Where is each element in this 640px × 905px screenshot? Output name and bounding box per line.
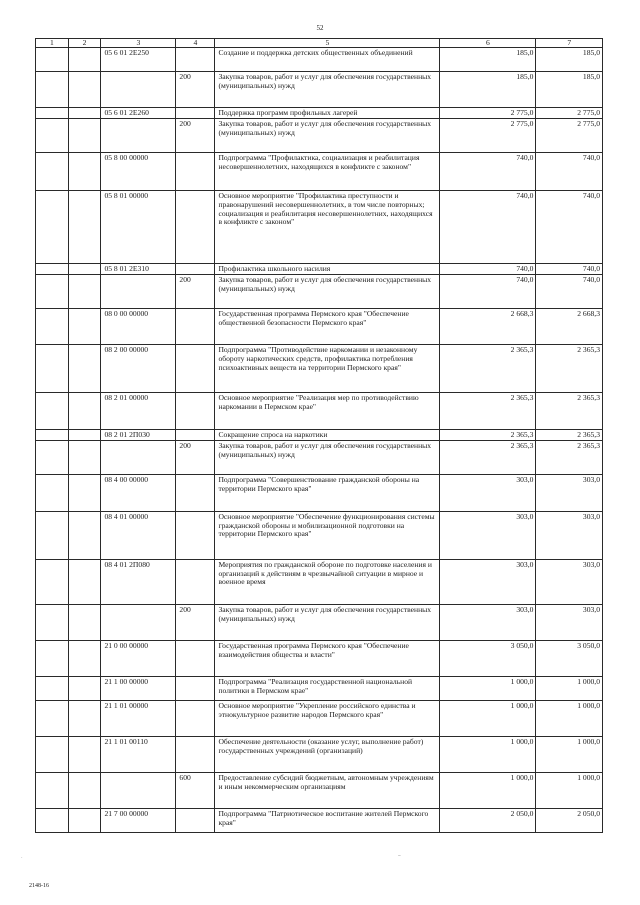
item-name-cell: Подпрограмма "Совершенствование гражданской обороны на территории Пермского края"	[215, 474, 440, 511]
expense-kind-cell	[176, 559, 215, 604]
expense-kind-cell	[176, 700, 215, 736]
target-code-cell: 21 1 00 00000	[101, 676, 176, 700]
table-row	[36, 676, 603, 700]
col-1-cell	[36, 474, 69, 511]
col-1-cell	[36, 72, 69, 108]
amount-col-7-cell: 185,0	[536, 72, 603, 108]
amount-col-7-cell: 185,0	[536, 48, 603, 72]
item-name-cell: Закупка товаров, работ и услуг для обеспечения государственных (муниципальных) нужд	[215, 119, 440, 153]
col-1-cell	[36, 511, 69, 559]
expense-kind-cell	[176, 430, 215, 441]
amount-col-6-cell: 1 000,0	[440, 700, 536, 736]
amount-col-7-cell: 303,0	[536, 559, 603, 604]
amount-col-7-cell: 740,0	[536, 191, 603, 264]
expense-kind-cell	[176, 676, 215, 700]
amount-col-7-cell: 1 000,0	[536, 700, 603, 736]
col-1-cell	[36, 275, 69, 309]
col-1-cell	[36, 604, 69, 640]
header-col-6: 6	[440, 39, 536, 48]
col-1-cell	[36, 153, 69, 191]
expense-kind-cell	[176, 808, 215, 832]
expense-kind-cell	[176, 108, 215, 119]
scan-speck: ~	[398, 854, 401, 859]
col-2-cell	[68, 676, 101, 700]
col-1-cell	[36, 393, 69, 430]
table-row	[36, 736, 603, 772]
table-row	[36, 559, 603, 604]
target-code-cell	[101, 72, 176, 108]
target-code-cell: 05 6 01 2Е250	[101, 48, 176, 72]
expense-kind-cell: 600	[176, 772, 215, 808]
col-2-cell	[68, 119, 101, 153]
amount-col-6-cell: 2 775,0	[440, 119, 536, 153]
col-2-cell	[68, 275, 101, 309]
col-1-cell	[36, 700, 69, 736]
col-2-cell	[68, 48, 101, 72]
target-code-cell	[101, 440, 176, 474]
item-name-cell: Мероприятия по гражданской обороне по подготовке населения и организаций к действиям в чрезвычайной ситуации в мирное и военное время	[215, 559, 440, 604]
target-code-cell: 21 0 00 00000	[101, 640, 176, 676]
col-2-cell	[68, 191, 101, 264]
col-2-cell	[68, 640, 101, 676]
amount-col-7-cell: 740,0	[536, 275, 603, 309]
col-1-cell	[36, 640, 69, 676]
amount-col-7-cell: 2 050,0	[536, 808, 603, 832]
amount-col-6-cell: 1 000,0	[440, 772, 536, 808]
item-name-cell: Основное мероприятие "Обеспечение функционирования системы гражданской обороны и мобилизационной подготовки на территории Пермского края"	[215, 511, 440, 559]
col-2-cell	[68, 440, 101, 474]
col-1-cell	[36, 48, 69, 72]
col-2-cell	[68, 736, 101, 772]
col-2-cell	[68, 153, 101, 191]
amount-col-7-cell: 303,0	[536, 474, 603, 511]
table-row	[36, 264, 603, 275]
expense-kind-cell	[176, 393, 215, 430]
item-name-cell: Подпрограмма "Противодействие наркомании и незаконному обороту наркотических средств, профилактика потребления психоактивных веществ на территории Пермского края"	[215, 345, 440, 393]
col-2-cell	[68, 559, 101, 604]
amount-col-6-cell: 185,0	[440, 72, 536, 108]
amount-col-7-cell: 2 668,3	[536, 309, 603, 345]
col-2-cell	[68, 309, 101, 345]
expense-kind-cell	[176, 309, 215, 345]
amount-col-7-cell: 1 000,0	[536, 736, 603, 772]
expense-kind-cell	[176, 640, 215, 676]
col-1-cell	[36, 191, 69, 264]
col-1-cell	[36, 808, 69, 832]
item-name-cell: Основное мероприятие "Реализация мер по противодействию наркомании в Пермском крае"	[215, 393, 440, 430]
expense-kind-cell	[176, 153, 215, 191]
target-code-cell: 21 1 01 00000	[101, 700, 176, 736]
item-name-cell: Закупка товаров, работ и услуг для обеспечения государственных (муниципальных) нужд	[215, 72, 440, 108]
table-row	[36, 700, 603, 736]
document-code: 2148-16	[29, 883, 49, 889]
table-row	[36, 440, 603, 474]
item-name-cell: Сокращение спроса на наркотики	[215, 430, 440, 441]
item-name-cell: Основное мероприятие "Укрепление российского единства и этнокультурное развитие народов Пермского края"	[215, 700, 440, 736]
amount-col-6-cell: 2 365,3	[440, 440, 536, 474]
expense-kind-cell	[176, 474, 215, 511]
target-code-cell	[101, 275, 176, 309]
amount-col-7-cell: 2 365,3	[536, 440, 603, 474]
table-row	[36, 772, 603, 808]
header-col-3: 3	[101, 39, 176, 48]
amount-col-6-cell: 740,0	[440, 153, 536, 191]
expense-kind-cell: 200	[176, 604, 215, 640]
col-2-cell	[68, 604, 101, 640]
col-1-cell	[36, 676, 69, 700]
target-code-cell: 21 1 01 00110	[101, 736, 176, 772]
target-code-cell: 08 2 01 00000	[101, 393, 176, 430]
amount-col-7-cell: 2 365,3	[536, 345, 603, 393]
col-1-cell	[36, 430, 69, 441]
expense-kind-cell	[176, 345, 215, 393]
table-row	[36, 48, 603, 72]
target-code-cell: 08 2 01 2П030	[101, 430, 176, 441]
header-col-4: 4	[176, 39, 215, 48]
table-row	[36, 808, 603, 832]
table-row	[36, 511, 603, 559]
table-row	[36, 191, 603, 264]
amount-col-7-cell: 2 775,0	[536, 119, 603, 153]
amount-col-7-cell: 1 000,0	[536, 676, 603, 700]
col-2-cell	[68, 430, 101, 441]
item-name-cell: Закупка товаров, работ и услуг для обеспечения государственных (муниципальных) нужд	[215, 275, 440, 309]
table-row	[36, 430, 603, 441]
item-name-cell: Создание и поддержка детских общественных объединений	[215, 48, 440, 72]
target-code-cell: 08 0 00 00000	[101, 309, 176, 345]
table-row	[36, 604, 603, 640]
col-2-cell	[68, 511, 101, 559]
table-row	[36, 309, 603, 345]
col-2-cell	[68, 393, 101, 430]
scan-speck: ·	[21, 856, 23, 861]
item-name-cell: Подпрограмма "Патриотическое воспитание жителей Пермского края"	[215, 808, 440, 832]
amount-col-6-cell: 303,0	[440, 511, 536, 559]
amount-col-6-cell: 740,0	[440, 191, 536, 264]
col-1-cell	[36, 309, 69, 345]
target-code-cell: 08 4 01 2П080	[101, 559, 176, 604]
table-row	[36, 474, 603, 511]
item-name-cell: Обеспечение деятельности (оказание услуг, выполнение работ) государственных учреждений (организаций)	[215, 736, 440, 772]
item-name-cell: Государственная программа Пермского края "Обеспечение общественной безопасности Пермского края"	[215, 309, 440, 345]
amount-col-6-cell: 740,0	[440, 275, 536, 309]
target-code-cell: 05 8 00 00000	[101, 153, 176, 191]
table-row	[36, 119, 603, 153]
amount-col-6-cell: 2 365,3	[440, 345, 536, 393]
amount-col-6-cell: 303,0	[440, 474, 536, 511]
table-row	[36, 72, 603, 108]
amount-col-7-cell: 2 365,3	[536, 430, 603, 441]
expense-kind-cell: 200	[176, 119, 215, 153]
item-name-cell: Подпрограмма "Реализация государственной национальной политики в Пермском крае"	[215, 676, 440, 700]
amount-col-7-cell: 1 000,0	[536, 772, 603, 808]
col-2-cell	[68, 808, 101, 832]
amount-col-7-cell: 303,0	[536, 511, 603, 559]
page-number: 52	[316, 24, 324, 32]
target-code-cell: 05 8 01 00000	[101, 191, 176, 264]
col-1-cell	[36, 108, 69, 119]
header-col-5: 5	[215, 39, 440, 48]
item-name-cell: Закупка товаров, работ и услуг для обеспечения государственных (муниципальных) нужд	[215, 604, 440, 640]
amount-col-6-cell: 2 050,0	[440, 808, 536, 832]
amount-col-6-cell: 2 365,3	[440, 430, 536, 441]
table-row	[36, 108, 603, 119]
col-1-cell	[36, 345, 69, 393]
amount-col-6-cell: 2 668,3	[440, 309, 536, 345]
amount-col-7-cell: 740,0	[536, 153, 603, 191]
amount-col-6-cell: 185,0	[440, 48, 536, 72]
expense-kind-cell	[176, 191, 215, 264]
amount-col-7-cell: 2 775,0	[536, 108, 603, 119]
header-col-1: 1	[36, 39, 69, 48]
col-2-cell	[68, 345, 101, 393]
item-name-cell: Поддержка программ профильных лагерей	[215, 108, 440, 119]
target-code-cell: 08 4 00 00000	[101, 474, 176, 511]
col-2-cell	[68, 474, 101, 511]
header-col-2: 2	[68, 39, 101, 48]
col-2-cell	[68, 772, 101, 808]
table-header-row	[36, 39, 603, 48]
col-1-cell	[36, 440, 69, 474]
expense-kind-cell: 200	[176, 72, 215, 108]
amount-col-6-cell: 303,0	[440, 604, 536, 640]
col-1-cell	[36, 119, 69, 153]
table-row	[36, 393, 603, 430]
item-name-cell: Подпрограмма "Профилактика, социализация и реабилитация несовершеннолетних, находящихся в конфликте с законом"	[215, 153, 440, 191]
col-2-cell	[68, 108, 101, 119]
col-2-cell	[68, 700, 101, 736]
item-name-cell: Государственная программа Пермского края "Обеспечение взаимодействия общества и власти"	[215, 640, 440, 676]
col-1-cell	[36, 559, 69, 604]
col-2-cell	[68, 264, 101, 275]
target-code-cell	[101, 772, 176, 808]
target-code-cell: 05 8 01 2Е310	[101, 264, 176, 275]
col-2-cell	[68, 72, 101, 108]
target-code-cell: 08 2 00 00000	[101, 345, 176, 393]
expense-kind-cell	[176, 48, 215, 72]
amount-col-7-cell: 3 050,0	[536, 640, 603, 676]
budget-table	[35, 38, 603, 833]
target-code-cell: 05 6 01 2Е260	[101, 108, 176, 119]
amount-col-6-cell: 2 365,3	[440, 393, 536, 430]
item-name-cell: Предоставление субсидий бюджетным, автономным учреждениям и иным некоммерческим организациям	[215, 772, 440, 808]
amount-col-7-cell: 740,0	[536, 264, 603, 275]
amount-col-6-cell: 740,0	[440, 264, 536, 275]
expense-kind-cell	[176, 736, 215, 772]
header-col-7: 7	[536, 39, 603, 48]
table-row	[36, 640, 603, 676]
target-code-cell: 21 7 00 00000	[101, 808, 176, 832]
table-row	[36, 345, 603, 393]
amount-col-6-cell: 1 000,0	[440, 676, 536, 700]
target-code-cell	[101, 119, 176, 153]
expense-kind-cell	[176, 264, 215, 275]
amount-col-6-cell: 1 000,0	[440, 736, 536, 772]
expense-kind-cell: 200	[176, 440, 215, 474]
target-code-cell	[101, 604, 176, 640]
target-code-cell: 08 4 01 00000	[101, 511, 176, 559]
col-1-cell	[36, 264, 69, 275]
amount-col-6-cell: 303,0	[440, 559, 536, 604]
col-1-cell	[36, 772, 69, 808]
table-row	[36, 275, 603, 309]
amount-col-7-cell: 303,0	[536, 604, 603, 640]
expense-kind-cell: 200	[176, 275, 215, 309]
expense-kind-cell	[176, 511, 215, 559]
amount-col-6-cell: 3 050,0	[440, 640, 536, 676]
amount-col-7-cell: 2 365,3	[536, 393, 603, 430]
item-name-cell: Профилактика школьного насилия	[215, 264, 440, 275]
item-name-cell: Закупка товаров, работ и услуг для обеспечения государственных (муниципальных) нужд	[215, 440, 440, 474]
amount-col-6-cell: 2 775,0	[440, 108, 536, 119]
table-row	[36, 153, 603, 191]
col-1-cell	[36, 736, 69, 772]
item-name-cell: Основное мероприятие "Профилактика преступности и правонарушений несовершеннолетних, в том числе повторных; социализация и реабилитация несовершеннолетних, находящихся в конфликте с законом"	[215, 191, 440, 264]
